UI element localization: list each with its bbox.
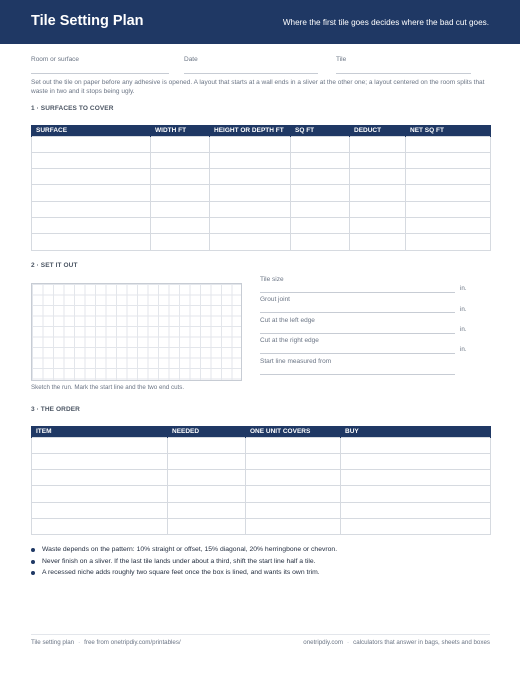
table-row (32, 201, 491, 217)
column-header: SQ FT (291, 125, 350, 136)
table-cell[interactable] (151, 201, 210, 217)
table-cell[interactable] (350, 234, 406, 250)
table-cell[interactable] (341, 502, 491, 518)
setout-unit: in. (460, 285, 467, 292)
table-cell[interactable] (341, 518, 491, 534)
setout-label-start-line: Start line measured from (260, 358, 332, 365)
note-item (31, 567, 491, 579)
notes-list (31, 544, 491, 579)
table-row (32, 486, 491, 502)
table-cell[interactable] (291, 185, 350, 201)
field-label-room: Room or surface (31, 56, 80, 63)
page-tagline: Where the first tile goes decides where the bad cut goes. (282, 18, 489, 27)
column-header: NET SQ FT (406, 125, 491, 136)
footer-left (31, 639, 181, 646)
table-cell[interactable] (32, 453, 168, 469)
table-cell[interactable] (341, 437, 491, 453)
table-row (32, 234, 491, 250)
table-row (32, 152, 491, 168)
table-cell[interactable] (246, 518, 341, 534)
table-row (32, 518, 491, 534)
table-cell[interactable] (341, 486, 491, 502)
table-cell[interactable] (168, 518, 246, 534)
table-cell[interactable] (291, 169, 350, 185)
footer-title: Tile setting plan (31, 639, 75, 646)
table-cell[interactable] (246, 502, 341, 518)
column-header: WIDTH FT (151, 125, 210, 136)
footer-separator: · (78, 639, 81, 646)
table-cell[interactable] (291, 152, 350, 168)
table-cell[interactable] (246, 437, 341, 453)
section-title-setout: 2 · SET IT OUT (31, 262, 78, 269)
table-cell[interactable] (32, 502, 168, 518)
setout-unit: in. (460, 306, 467, 313)
table-cell[interactable] (291, 201, 350, 217)
table-row (32, 453, 491, 469)
footer-source-link[interactable]: free from onetripdiy.com/printables/ (84, 639, 181, 646)
table-cell[interactable] (32, 217, 151, 233)
table-cell[interactable] (350, 201, 406, 217)
table-cell[interactable] (406, 152, 491, 168)
footer-site-tagline: calculators that answer in bags, sheets and boxes (353, 639, 490, 646)
section-title-surfaces: 1 · SURFACES TO COVER (31, 105, 114, 112)
table-cell[interactable] (246, 453, 341, 469)
column-header: NEEDED (168, 426, 246, 437)
setout-line-tile-size[interactable] (260, 292, 455, 293)
table-cell[interactable] (210, 185, 291, 201)
column-header: BUY (341, 426, 491, 437)
table-cell[interactable] (406, 217, 491, 233)
table-cell[interactable] (32, 234, 151, 250)
setout-label-grout-joint: Grout joint (260, 296, 290, 303)
table-cell[interactable] (210, 136, 291, 152)
table-cell[interactable] (350, 185, 406, 201)
table-cell[interactable] (168, 470, 246, 486)
field-line-tile[interactable] (336, 73, 471, 74)
setout-line-right-cut[interactable] (260, 353, 455, 354)
table-row (32, 185, 491, 201)
table-cell[interactable] (168, 486, 246, 502)
setout-line-start-line[interactable] (260, 374, 455, 375)
table-cell[interactable] (168, 453, 246, 469)
table-cell[interactable] (350, 136, 406, 152)
table-cell[interactable] (341, 453, 491, 469)
table-cell[interactable] (210, 152, 291, 168)
column-header: ITEM (32, 426, 168, 437)
table-cell[interactable] (32, 152, 151, 168)
table-cell[interactable] (406, 234, 491, 250)
setout-unit: in. (460, 346, 467, 353)
setout-unit: in. (460, 326, 467, 333)
table-cell[interactable] (32, 169, 151, 185)
page-title: Tile Setting Plan (31, 13, 144, 29)
bullet-icon (31, 560, 35, 564)
table-cell[interactable] (246, 470, 341, 486)
table-cell[interactable] (151, 169, 210, 185)
table-cell[interactable] (406, 185, 491, 201)
table-cell[interactable] (151, 185, 210, 201)
table-cell[interactable] (246, 486, 341, 502)
column-header: SURFACE (32, 125, 151, 136)
table-row (32, 217, 491, 233)
bullet-icon (31, 548, 35, 552)
table-row (32, 437, 491, 453)
sketch-grid[interactable] (31, 283, 242, 381)
setout-line-grout-joint[interactable] (260, 312, 455, 313)
note-item (31, 544, 491, 556)
setout-label-left-cut: Cut at the left edge (260, 317, 315, 324)
surfaces-header-row (32, 125, 491, 136)
order-header-row (32, 426, 491, 437)
table-cell[interactable] (32, 518, 168, 534)
table-row (32, 136, 491, 152)
setout-line-left-cut[interactable] (260, 333, 455, 334)
setout-label-right-cut: Cut at the right edge (260, 337, 319, 344)
table-cell[interactable] (210, 169, 291, 185)
table-cell[interactable] (151, 217, 210, 233)
table-cell[interactable] (291, 217, 350, 233)
note-text: A recessed niche adds roughly two square feet once the box is lined, and wants its own trim. (42, 569, 320, 576)
surfaces-table (31, 125, 491, 251)
table-cell[interactable] (291, 136, 350, 152)
note-text: Waste depends on the pattern: 10% straight or offset, 15% diagonal, 20% herringbone or chevron. (42, 546, 338, 553)
table-row (32, 169, 491, 185)
table-cell[interactable] (168, 502, 246, 518)
column-header: HEIGHT OR DEPTH FT (210, 125, 291, 136)
sketch-caption: Sketch the run. Mark the start line and the two end cuts. (31, 384, 185, 391)
footer-site-link[interactable]: onetripdiy.com (303, 639, 344, 646)
note-item (31, 556, 491, 568)
footer-divider (31, 634, 490, 635)
table-cell[interactable] (350, 217, 406, 233)
table-cell[interactable] (151, 136, 210, 152)
table-cell[interactable] (32, 185, 151, 201)
table-cell[interactable] (341, 470, 491, 486)
table-cell[interactable] (210, 201, 291, 217)
footer-right (303, 639, 490, 646)
field-line-room[interactable] (31, 73, 169, 74)
setout-label-tile-size: Tile size (260, 276, 284, 283)
table-cell[interactable] (32, 486, 168, 502)
note-text: Never finish on a sliver. If the last tile lands under about a third, shift the start line half a tile. (42, 557, 316, 565)
table-cell[interactable] (32, 201, 151, 217)
table-cell[interactable] (406, 169, 491, 185)
table-cell[interactable] (350, 169, 406, 185)
table-cell[interactable] (32, 437, 168, 453)
table-row (32, 470, 491, 486)
table-cell[interactable] (406, 136, 491, 152)
page-header (0, 0, 520, 44)
column-header: ONE UNIT COVERS (246, 426, 341, 437)
bullet-icon (31, 571, 35, 575)
table-row (32, 502, 491, 518)
table-cell[interactable] (406, 201, 491, 217)
table-cell[interactable] (291, 234, 350, 250)
field-line-date[interactable] (184, 73, 318, 74)
intro-paragraph: Set out the tile on paper before any adhesive is opened. A layout that starts at a wall ends in a sliver at the other one; a layout centered on the room splits that waste in two and it stops being ugly. (31, 79, 485, 95)
table-cell[interactable] (32, 470, 168, 486)
table-cell[interactable] (210, 234, 291, 250)
footer-separator: · (347, 639, 350, 646)
field-label-tile: Tile (336, 56, 347, 63)
section-title-order: 3 · THE ORDER (31, 406, 80, 413)
table-cell[interactable] (32, 136, 151, 152)
field-label-date: Date (184, 56, 198, 63)
table-cell[interactable] (350, 152, 406, 168)
table-cell[interactable] (168, 437, 246, 453)
table-cell[interactable] (210, 217, 291, 233)
table-cell[interactable] (151, 234, 210, 250)
order-table (31, 426, 491, 535)
table-cell[interactable] (151, 152, 210, 168)
column-header: DEDUCT (350, 125, 406, 136)
